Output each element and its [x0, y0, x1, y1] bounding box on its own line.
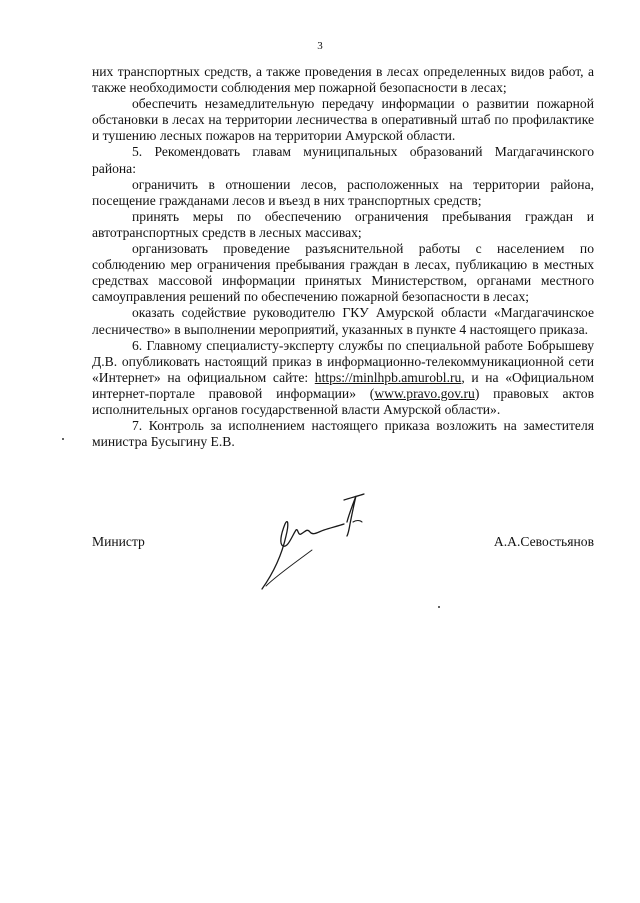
paragraph-explanatory-work: организовать проведение разъяснительной работы с населением по соблюдению мер ограничения пребывания граждан в лесах, публикацию в местных средствах массовой информации принятых Министерством, органами местного самоуправления решений по обеспечению пожарной безопасности в лесах;	[92, 241, 594, 305]
paragraph-assist-forestry: оказать содействие руководителю ГКУ Амурской области «Магдагачинское лесничество» в выполнении мероприятий, указанных в пункте 4 настоящего приказа.	[92, 305, 594, 337]
item-6-text-start: 6. Главному специалисту-эксперту службы по специальной работе Бобрышеву Д.В. опубликовать настоящий приказ в информационно-телекоммуникационной сети «Интернет» на официальном сайте:	[92, 337, 594, 385]
scan-speck	[438, 606, 440, 608]
paragraph-item-7: 7. Контроль за исполнением настоящего приказа возложить на заместителя министра Бусыгину Е.В.	[92, 418, 594, 450]
document-body	[92, 64, 594, 450]
scan-speck	[62, 438, 64, 440]
paragraph-item-5: 5. Рекомендовать главам муниципальных образований Магдагачинского района:	[92, 144, 594, 176]
item-6-text-middle: , и на «Официальном интернет-портале правовой информации» (	[92, 369, 594, 401]
paragraph-item-6	[92, 338, 594, 418]
ministry-site-link[interactable]: https://minlhpb.amurobl.ru	[314, 369, 462, 385]
item-6-text-end: ) правовых актов исполнительных органов государственной власти Амурской области».	[92, 385, 594, 417]
pravo-portal-link[interactable]: www.pravo.gov.ru	[374, 385, 475, 401]
signatory-title: Министр	[92, 534, 145, 549]
signatory-name: А.А.Севостьянов	[493, 534, 594, 549]
page-number: 3	[317, 40, 323, 52]
handwritten-signature	[252, 484, 382, 594]
paragraph-info-transfer: обеспечить незамедлительную передачу информации о развитии пожарной обстановки в лесах на территории лесничества в оперативный штаб по профилактике и тушению лесных пожаров на территории Амурской области.	[92, 96, 594, 144]
paragraph-restrict-forests: ограничить в отношении лесов, расположенных на территории района, посещение гражданами лесов и въезд в них транспортных средств;	[92, 176, 594, 208]
paragraph-take-measures: принять меры по обеспечению ограничения пребывания граждан и автотранспортных средств в лесных массивах;	[92, 208, 594, 240]
paragraph-continuation: них транспортных средств, а также проведения в лесах определенных видов работ, а также необходимости соблюдения мер пожарной безопасности в лесах;	[92, 64, 594, 96]
